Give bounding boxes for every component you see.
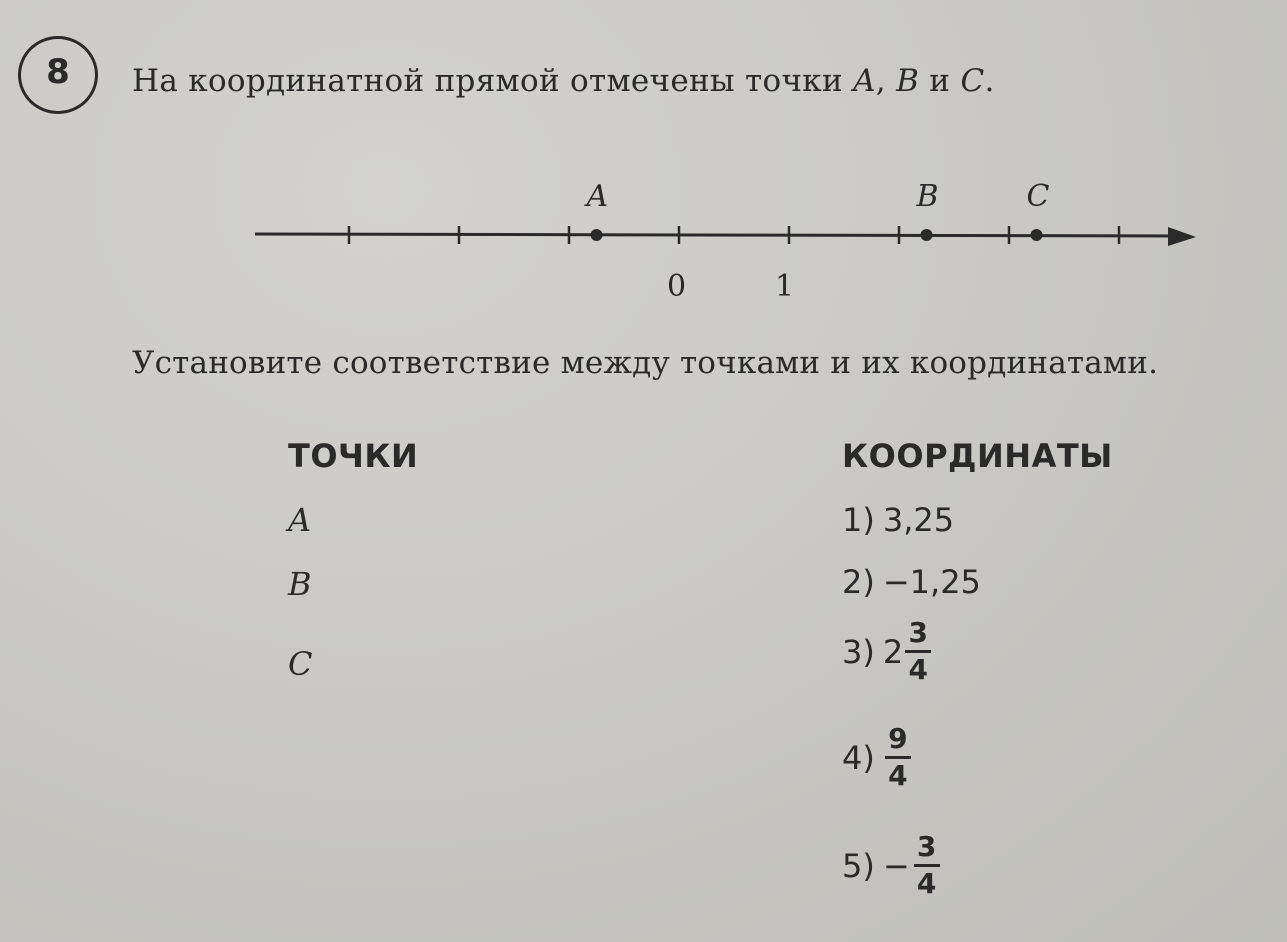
tick-label-zero: 0 xyxy=(667,269,687,304)
point-marker-a xyxy=(591,229,603,241)
coordinate-option-4 xyxy=(842,724,911,791)
fraction-denominator: 4 xyxy=(908,653,928,686)
point-marker-c xyxy=(1031,229,1043,241)
axis-arrowhead xyxy=(1168,227,1196,246)
option-number: 5) xyxy=(842,846,875,885)
option-value: 3,25 xyxy=(882,501,955,539)
option-number: 1) xyxy=(842,501,875,539)
intro-end: . xyxy=(984,63,995,99)
point-label-c: C xyxy=(288,645,313,683)
points-column-header: ТОЧКИ xyxy=(288,437,419,475)
instruction-text: Установите соответствие между точками и их координатами. xyxy=(132,345,1159,381)
point-label-on-line-c: C xyxy=(1026,179,1050,214)
intro-and: и xyxy=(919,63,961,99)
coordinate-option-5 xyxy=(842,832,940,899)
intro-separator: , xyxy=(875,63,897,99)
task-number: 8 xyxy=(46,52,70,92)
fraction-numerator: 3 xyxy=(916,830,937,863)
coordinates-column-header: КООРДИНАТЫ xyxy=(842,437,1113,475)
option-whole-part: 2 xyxy=(882,632,904,671)
coordinate-option-2 xyxy=(842,562,981,602)
coordinate-option-1 xyxy=(842,500,954,540)
option-fraction xyxy=(914,832,940,899)
option-fraction xyxy=(905,618,931,685)
fraction-denominator: 4 xyxy=(916,867,937,900)
option-value: −1,25 xyxy=(882,563,981,601)
point-label-a: A xyxy=(288,501,312,539)
fraction-numerator: 9 xyxy=(888,722,908,755)
option-number: 3) xyxy=(842,632,875,671)
option-number: 2) xyxy=(842,563,875,601)
point-label-b: B xyxy=(288,565,312,603)
option-minus-sign: − xyxy=(882,846,910,885)
point-marker-b xyxy=(921,229,933,241)
tick-label-one: 1 xyxy=(775,269,795,304)
option-fraction xyxy=(885,724,911,791)
point-label-on-line-a: A xyxy=(586,179,609,214)
fraction-denominator: 4 xyxy=(888,759,908,792)
intro-prefix: На координатной прямой отмечены точки xyxy=(132,63,854,99)
fraction-numerator: 3 xyxy=(908,616,928,649)
option-number: 4) xyxy=(842,738,875,777)
coordinate-line xyxy=(0,0,1287,340)
axis-points xyxy=(584,179,1050,241)
coordinate-option-3 xyxy=(842,618,931,685)
point-label-on-line-b: B xyxy=(916,179,939,214)
intro-point-c: C xyxy=(960,63,985,99)
intro-point-a: A xyxy=(853,63,876,99)
intro-point-b: B xyxy=(896,63,920,99)
